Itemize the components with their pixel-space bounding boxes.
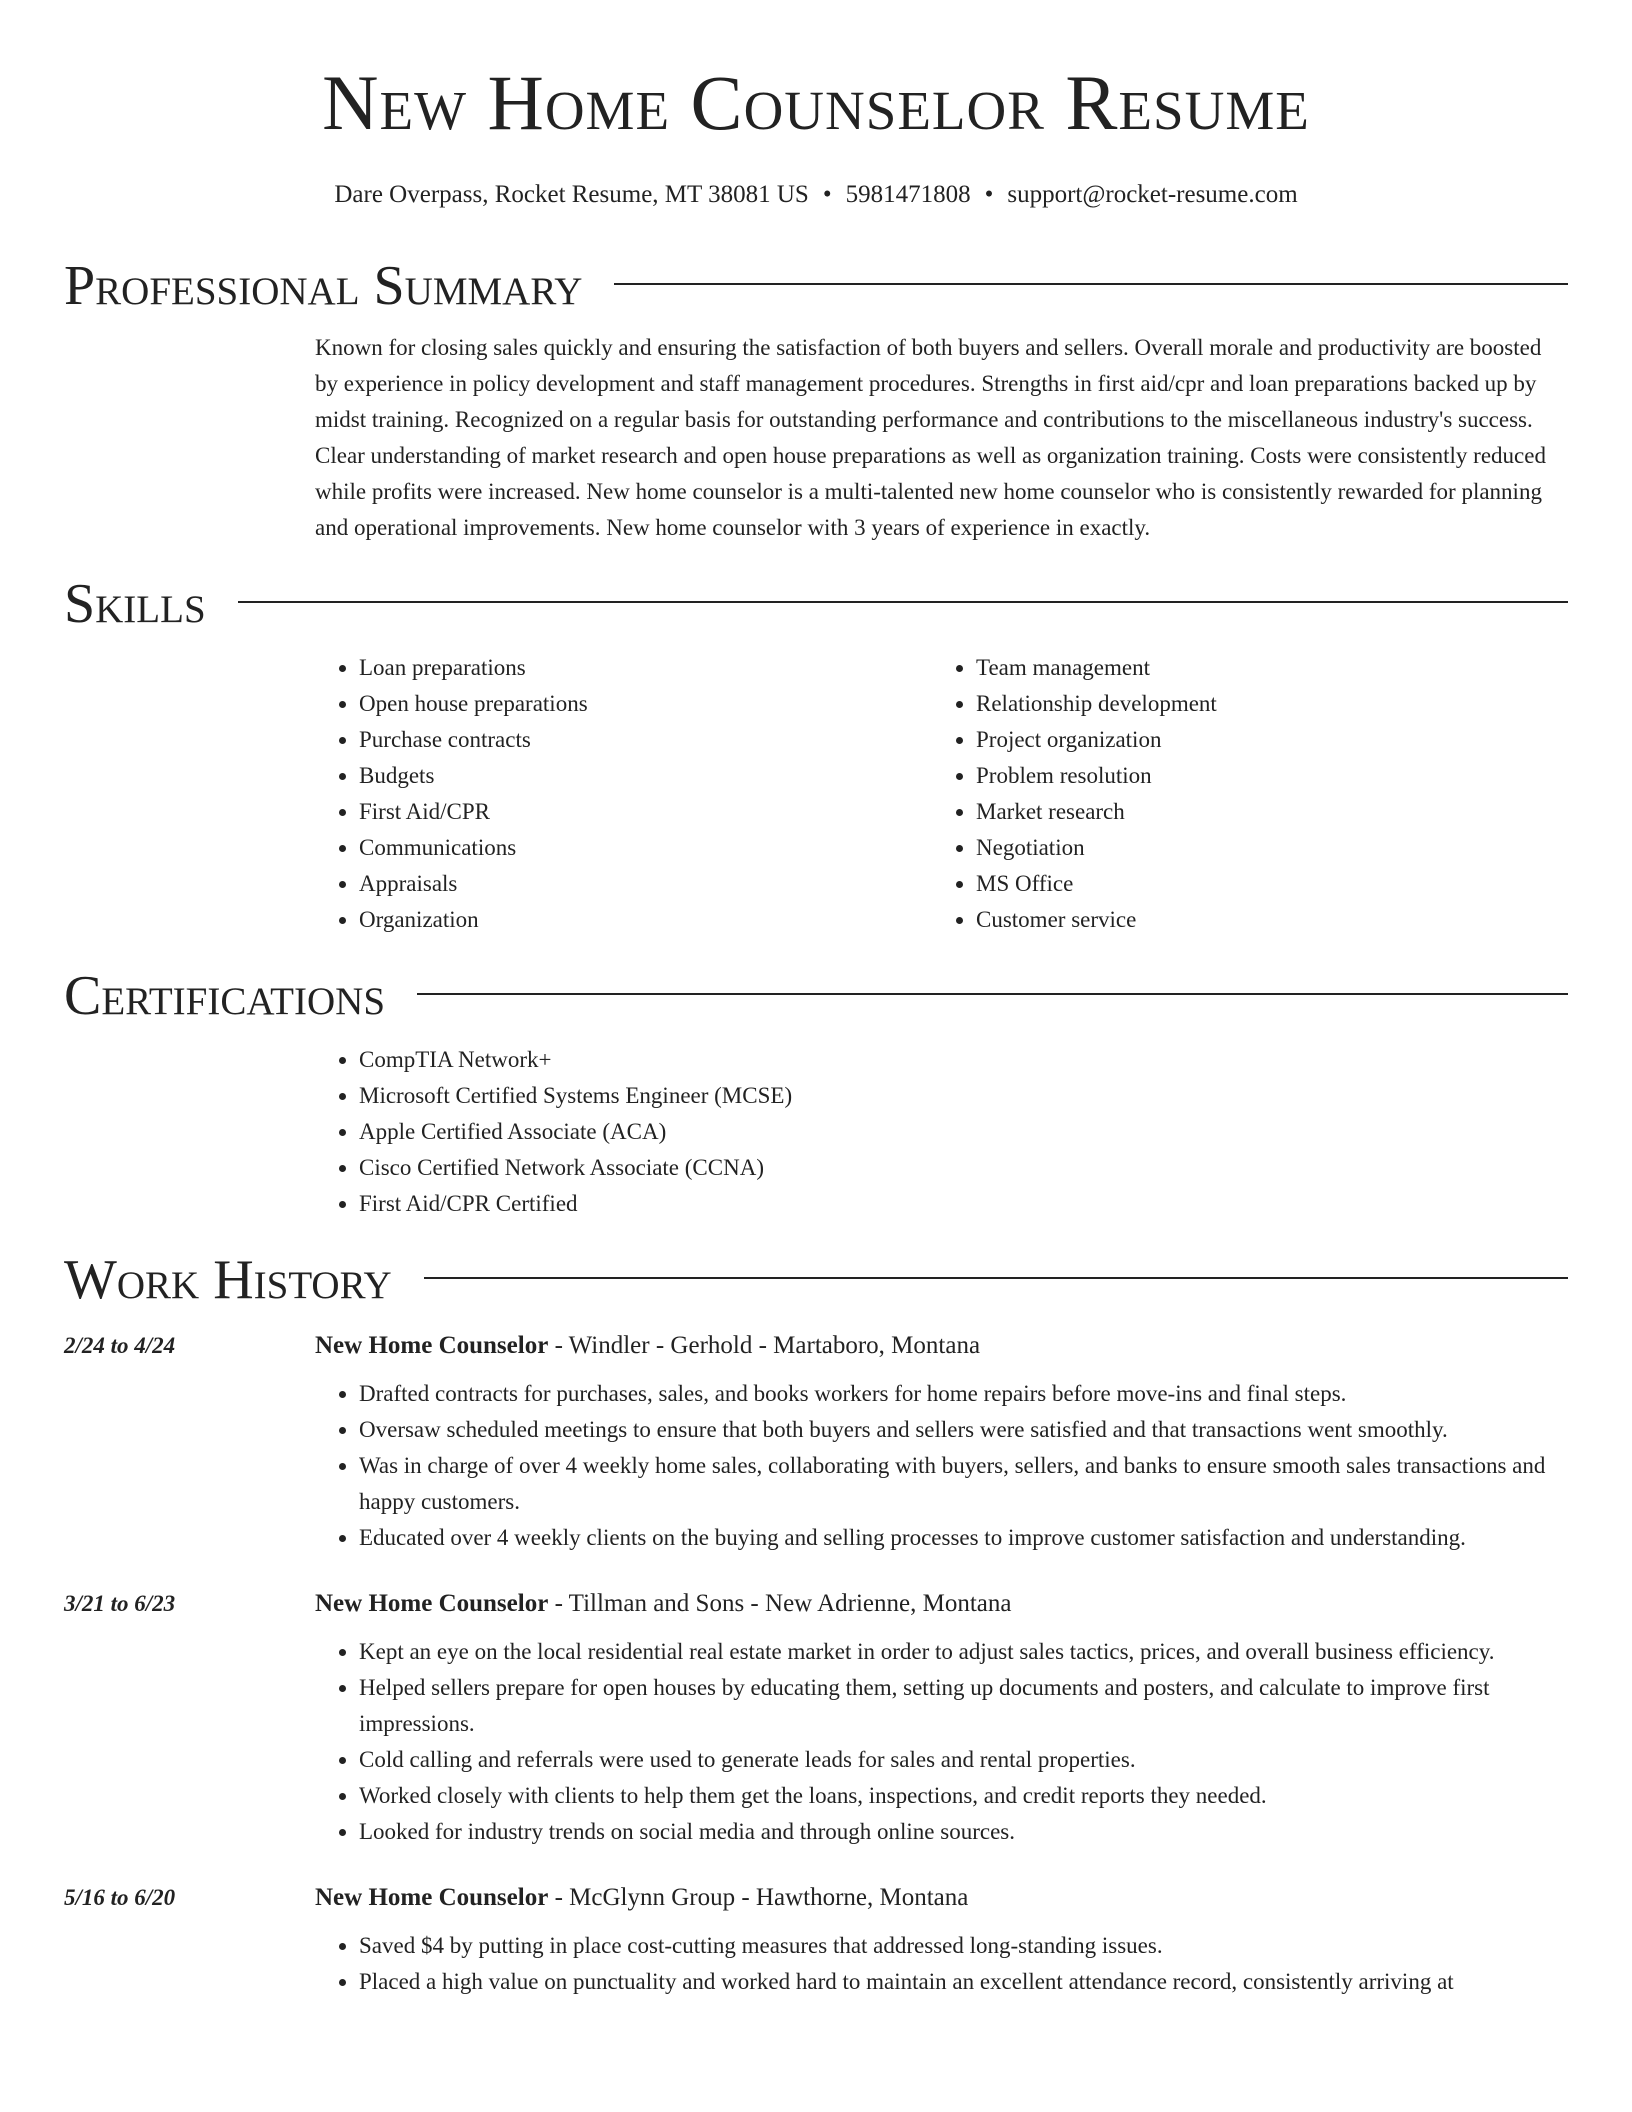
certifications-section-header — [64, 964, 1568, 1028]
job-details — [315, 1586, 1568, 1850]
job-role: New Home Counselor — [315, 1332, 549, 1359]
skill-item: • Project organization — [976, 722, 1549, 758]
job-bullet: • Placed a high value on punctuality and worked hard to maintain an excellent attendance record, consistently arriving at — [359, 1964, 1568, 2000]
job-dates: 5/16 to 6/20 — [64, 1885, 176, 1910]
skill-item: • Relationship development — [976, 686, 1549, 722]
certification-item: • Microsoft Certified Systems Engineer (MCSE) — [359, 1078, 1568, 1114]
resume-title: New Home Counselor Resume — [322, 59, 1310, 146]
certification-item: • Cisco Certified Network Associate (CCNA) — [359, 1150, 1568, 1186]
skill-item: • Negotiation — [976, 830, 1549, 866]
job-entry — [64, 1880, 1568, 2000]
job-entry — [64, 1328, 1568, 1556]
job-role: New Home Counselor — [315, 1884, 549, 1911]
job-entry — [64, 1586, 1568, 1850]
section-divider — [614, 283, 1568, 285]
skill-item: • Market research — [976, 794, 1549, 830]
summary-heading: Professional Summary — [64, 255, 583, 317]
certification-item: • First Aid/CPR Certified — [359, 1186, 1568, 1222]
skill-item: • Appraisals — [359, 866, 932, 902]
certification-item: • CompTIA Network+ — [359, 1042, 1568, 1078]
job-bullet: • Worked closely with clients to help them get the loans, inspections, and credit reports they needed. — [359, 1778, 1568, 1814]
certifications-heading: Certifications — [64, 965, 386, 1027]
section-divider — [424, 1277, 1568, 1279]
job-bullet: • Helped sellers prepare for open houses by educating them, setting up documents and posters, and calculate to improve first impressions. — [359, 1670, 1568, 1742]
contact-separator: • — [822, 181, 832, 208]
job-bullet: • Looked for industry trends on social media and through online sources. — [359, 1814, 1568, 1850]
job-bullet: • Saved $4 by putting in place cost-cutting measures that addressed long-standing issues. — [359, 1928, 1568, 1964]
skills-heading: Skills — [64, 573, 206, 635]
contact-address: Dare Overpass, Rocket Resume, MT 38081 US — [334, 181, 809, 208]
job-bullet: • Educated over 4 weekly clients on the buying and selling processes to improve customer satisfaction and understanding. — [359, 1520, 1568, 1556]
skill-item: • Open house preparations — [359, 686, 932, 722]
contact-phone: 5981471808 — [845, 181, 971, 208]
job-details — [315, 1880, 1568, 2000]
skill-item: • Team management — [976, 650, 1549, 686]
job-dates: 2/24 to 4/24 — [64, 1333, 176, 1358]
skills-column-right — [932, 650, 1549, 938]
job-details — [315, 1328, 1568, 1556]
work-history-list — [64, 1328, 1568, 2000]
skill-item: • MS Office — [976, 866, 1549, 902]
certifications-list — [315, 1042, 1568, 1222]
job-role: New Home Counselor — [315, 1590, 549, 1617]
skills-column-left — [315, 650, 932, 938]
skill-item: • Purchase contracts — [359, 722, 932, 758]
section-divider — [238, 601, 1568, 603]
skill-item: • Customer service — [976, 902, 1549, 938]
summary-text: Known for closing sales quickly and ensuring the satisfaction of both buyers and sellers. Overall morale and productivity are boosted by experience in policy development and staff management procedures. Strengths in first aid/cpr and loan preparations backed up by midst training. Recognized on a regular basis for outstanding performance and contributions to the miscellaneous industry's success. Clear understanding of market research and open house preparations as well as organization training. Costs were consistently reduced while profits were increased. New home counselor is a multi-talented new home counselor who is consistently rewarded for planning and operational improvements. New home counselor with 3 years of experience in exactly. — [315, 335, 1546, 540]
contact-email: support@rocket-resume.com — [1007, 181, 1298, 208]
work-heading: Work History — [64, 1249, 392, 1311]
summary-section-header — [64, 254, 1568, 318]
job-title-line — [315, 1328, 1568, 1364]
section-divider — [417, 993, 1568, 995]
contact-line — [64, 180, 1568, 210]
work-section-header — [64, 1248, 1568, 1312]
skills-section-header — [64, 572, 1568, 636]
job-title-line — [315, 1586, 1568, 1622]
skill-item: • Loan preparations — [359, 650, 932, 686]
skill-item: • Communications — [359, 830, 932, 866]
job-bullet: • Drafted contracts for purchases, sales, and books workers for home repairs before move-ins and final steps. — [359, 1376, 1568, 1412]
skill-item: • Organization — [359, 902, 932, 938]
job-bullet: • Kept an eye on the local residential real estate market in order to adjust sales tactics, prices, and overall business efficiency. — [359, 1634, 1568, 1670]
job-bullet: • Cold calling and referrals were used to generate leads for sales and rental properties. — [359, 1742, 1568, 1778]
certification-item: • Apple Certified Associate (ACA) — [359, 1114, 1568, 1150]
job-employer: - McGlynn Group - Hawthorne, Montana — [548, 1884, 969, 1911]
job-title-line — [315, 1880, 1568, 1916]
contact-separator: • — [984, 181, 994, 208]
job-dates: 3/21 to 6/23 — [64, 1591, 176, 1616]
skill-item: • Budgets — [359, 758, 932, 794]
job-employer: - Tillman and Sons - New Adrienne, Montana — [548, 1590, 1012, 1617]
skill-item: • Problem resolution — [976, 758, 1549, 794]
skill-item: • First Aid/CPR — [359, 794, 932, 830]
job-bullet: • Oversaw scheduled meetings to ensure that both buyers and sellers were satisfied and that transactions went smoothly. — [359, 1412, 1568, 1448]
job-bullet: • Was in charge of over 4 weekly home sales, collaborating with buyers, sellers, and banks to ensure smooth sales transactions and happy customers. — [359, 1448, 1568, 1520]
job-employer: - Windler - Gerhold - Martaboro, Montana — [548, 1332, 981, 1359]
skills-list — [315, 650, 1568, 938]
